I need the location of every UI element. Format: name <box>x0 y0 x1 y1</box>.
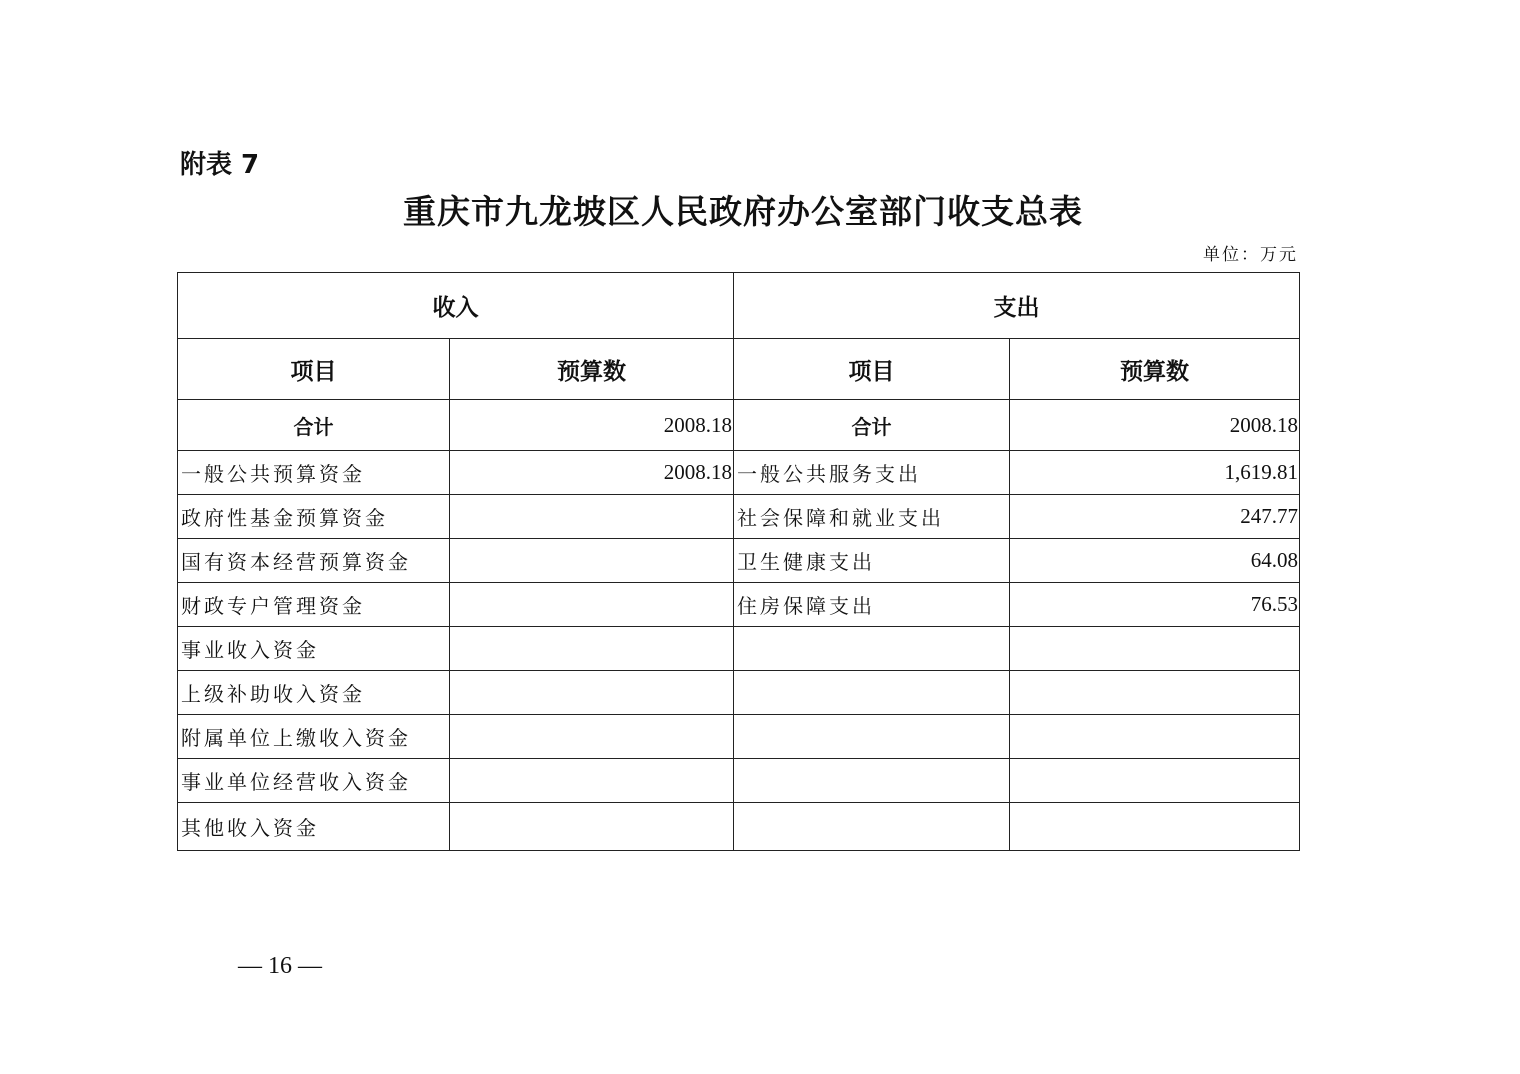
income-item: 财政专户管理资金 <box>178 583 450 627</box>
income-item: 事业单位经营收入资金 <box>178 759 450 803</box>
subheader-income-item: 项目 <box>178 339 450 400</box>
header-row <box>178 273 1300 339</box>
expense-item <box>734 715 1010 759</box>
expense-item <box>734 803 1010 851</box>
subheader-income-budget: 预算数 <box>450 339 734 400</box>
income-item: 国有资本经营预算资金 <box>178 539 450 583</box>
table-row <box>178 671 1300 715</box>
expense-value <box>1010 759 1300 803</box>
expense-value: 1,619.81 <box>1010 451 1300 495</box>
expense-value <box>1010 803 1300 851</box>
table-row <box>178 759 1300 803</box>
expense-value <box>1010 715 1300 759</box>
income-value <box>450 671 734 715</box>
table-row <box>178 715 1300 759</box>
income-item: 一般公共预算资金 <box>178 451 450 495</box>
header-income: 收入 <box>178 273 734 339</box>
page-title: 重庆市九龙坡区人民政府办公室部门收支总表 <box>403 192 1083 231</box>
income-value <box>450 759 734 803</box>
table-row <box>178 495 1300 539</box>
total-expense-label: 合计 <box>734 400 1010 451</box>
expense-item <box>734 671 1010 715</box>
expense-item: 社会保障和就业支出 <box>734 495 1010 539</box>
table-row <box>178 627 1300 671</box>
total-income-value: 2008.18 <box>450 400 734 451</box>
expense-value <box>1010 627 1300 671</box>
appendix-label: 附表 7 <box>180 150 260 180</box>
subheader-row <box>178 339 1300 400</box>
expense-item <box>734 759 1010 803</box>
income-item: 政府性基金预算资金 <box>178 495 450 539</box>
income-value <box>450 715 734 759</box>
table-row <box>178 803 1300 851</box>
total-row <box>178 400 1300 451</box>
income-item: 上级补助收入资金 <box>178 671 450 715</box>
income-value <box>450 539 734 583</box>
expense-value: 76.53 <box>1010 583 1300 627</box>
income-value <box>450 803 734 851</box>
income-value <box>450 627 734 671</box>
income-value <box>450 495 734 539</box>
budget-table <box>177 272 1300 851</box>
income-value <box>450 583 734 627</box>
income-value: 2008.18 <box>450 451 734 495</box>
income-item: 事业收入资金 <box>178 627 450 671</box>
expense-item <box>734 627 1010 671</box>
table-row <box>178 451 1300 495</box>
expense-item: 卫生健康支出 <box>734 539 1010 583</box>
income-item: 附属单位上缴收入资金 <box>178 715 450 759</box>
table-row <box>178 539 1300 583</box>
subheader-expense-item: 项目 <box>734 339 1010 400</box>
expense-value <box>1010 671 1300 715</box>
table-row <box>178 583 1300 627</box>
expense-value: 64.08 <box>1010 539 1300 583</box>
header-expense: 支出 <box>734 273 1300 339</box>
income-item: 其他收入资金 <box>178 803 450 851</box>
expense-item: 一般公共服务支出 <box>734 451 1010 495</box>
expense-item: 住房保障支出 <box>734 583 1010 627</box>
page-number: — 16 — <box>238 953 322 979</box>
total-expense-value: 2008.18 <box>1010 400 1300 451</box>
expense-value: 247.77 <box>1010 495 1300 539</box>
subheader-expense-budget: 预算数 <box>1010 339 1300 400</box>
total-income-label: 合计 <box>178 400 450 451</box>
unit-label: 单位：万元 <box>1203 245 1298 265</box>
